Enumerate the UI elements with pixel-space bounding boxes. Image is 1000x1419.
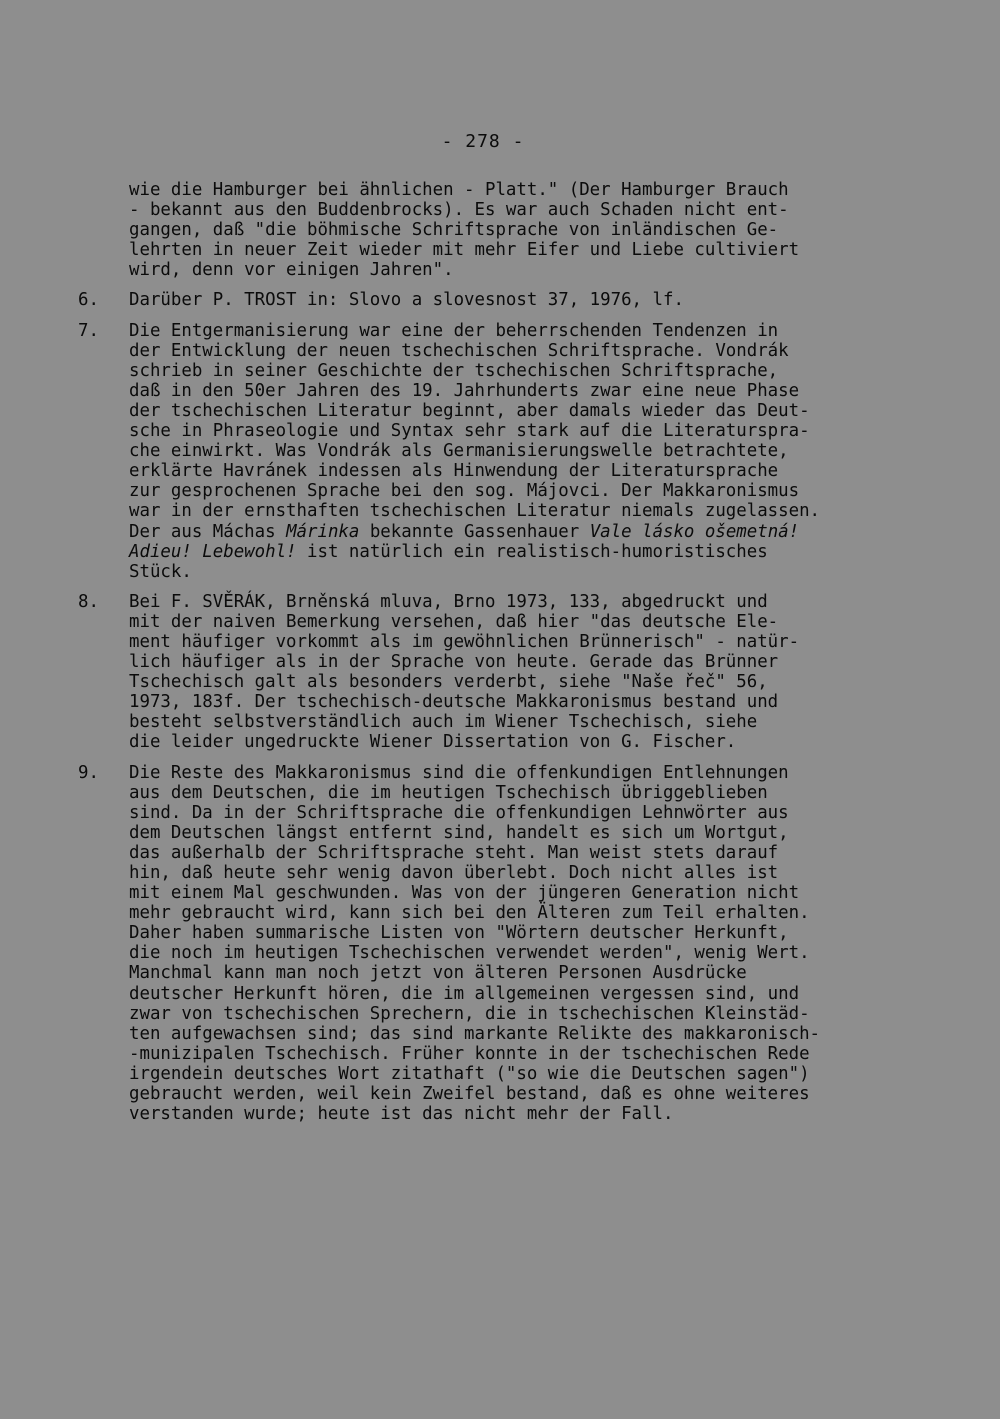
text-line: mehr gebraucht wird, kann sich bei den Älteren zum Teil erhalten. [129, 903, 810, 924]
text-line: aus dem Deutschen, die im heutigen Tschechisch übriggeblieben [129, 782, 768, 803]
text-line: irgendein deutsches Wort zitathaft ("so wie die Deutschen sagen") [129, 1063, 810, 1084]
text-line: besteht selbstverständlich auch im Wiener Tschechisch, siehe [129, 712, 758, 733]
text-line: Die Reste des Makkaronismus sind die offenkundigen Entlehnungen [129, 762, 789, 783]
text-line: che einwirkt. Was Vondrák als Germanisierungswelle betrachtete, [129, 441, 789, 462]
text-line: gangen, daß "die böhmische Schriftsprache von inländischen Ge- [129, 220, 779, 241]
text-segment: bekannte Gassenhauer [359, 521, 590, 542]
text-line [129, 542, 928, 562]
text-line: Bei F. SVĚRÁK, Brněnská mluva, Brno 1973, 133, abgedruckt und [129, 591, 768, 612]
text-line: Tschechisch galt als besonders verderbt, siehe "Naše řeč" 56, [129, 672, 768, 693]
text-line: deutscher Herkunft hören, die im allgemeinen vergessen sind, und [129, 983, 800, 1004]
italic-quote: Vale lásko ošemetná! [589, 521, 800, 542]
text-segment: ist natürlich ein realistisch-humoristisches [296, 541, 768, 562]
text-line: - bekannt aus den Buddenbrocks). Es war auch Schaden nicht ent- [129, 200, 789, 221]
text-line: hin, daß heute sehr wenig davon überlebt. Doch nicht alles ist [129, 863, 779, 883]
text-line: sind. Da in der Schriftsprache die offenkundigen Lehnwörter aus [129, 802, 789, 823]
text-line: daß in den 50er Jahren des 19. Jahrhunderts zwar eine neue Phase [129, 380, 800, 401]
text-line: ment häufiger vorkommt als im gewöhnlichen Brünnerisch" - natür- [129, 631, 800, 652]
text-line: -munizipalen Tschechisch. Früher konnte in der tschechischen Rede [129, 1043, 810, 1064]
note-7 [78, 321, 928, 582]
italic-quote: Adieu! Lebewohl! [129, 541, 297, 562]
note-8 [78, 592, 928, 753]
page-number: - 278 - [441, 131, 525, 152]
text-line: Die Entgermanisierung war eine der beherrschenden Tendenzen in [129, 320, 779, 341]
text-line: die noch im heutigen Tschechischen verwendet werden", wenig Wert. [129, 943, 810, 964]
note-number: 8. [78, 591, 99, 612]
text-line: Stück. [129, 561, 192, 582]
text-line: der Entwicklung der neuen tschechischen Schriftsprache. Vondrák [129, 340, 789, 361]
text-line: erklärte Havránek indessen als Hinwendung der Literatursprache [129, 461, 779, 482]
text-line: schrieb in seiner Geschichte der tschechischen Schriftsprache, [129, 360, 779, 381]
text-line: mit der naiven Bemerkung versehen, daß hier "das deutsche Ele- [129, 611, 779, 632]
text-line: die leider ungedruckte Wiener Dissertation von G. Fischer. [129, 732, 737, 753]
text-line: dem Deutschen längst entfernt sind, handelt es sich um Wortgut, [129, 822, 789, 843]
text-line: ten aufgewachsen sind; das sind markante Relikte des makkaronisch- [129, 1023, 821, 1044]
text-line: mit einem Mal geschwunden. Was von der jüngeren Generation nicht [129, 883, 800, 904]
text-line: Manchmal kann man noch jetzt von älteren Personen Ausdrücke [129, 963, 747, 984]
note-number: 9. [78, 762, 99, 783]
text-line: Daher haben summarische Listen von "Wörtern deutscher Herkunft, [129, 923, 789, 944]
text-line: der tschechischen Literatur beginnt, aber damals wieder das Deut- [129, 400, 810, 421]
text-line: lehrten in neuer Zeit wieder mit mehr Eifer und Liebe cultiviert [129, 240, 800, 261]
note-5-continuation [78, 180, 928, 280]
text-line: das außerhalb der Schriftsprache steht. Man weist stets darauf [129, 842, 779, 863]
text-line: verstanden wurde; heute ist das nicht mehr der Fall. [129, 1104, 674, 1125]
text-line: Darüber P. TROST in: Slovo a slovesnost 37, 1976, lf. [129, 290, 684, 311]
text-line: wird, denn vor einigen Jahren". [129, 260, 454, 281]
text-line: 1973, 183f. Der tschechisch-deutsche Makkaronismus bestand und [129, 692, 779, 713]
note-6 [78, 290, 928, 310]
note-number: 6. [78, 290, 99, 311]
footnotes [78, 180, 928, 1124]
text-segment: Der aus Máchas [129, 521, 287, 542]
text-line: zwar von tschechischen Sprechern, die in tschechischen Kleinstäd- [129, 1003, 810, 1024]
text-line: wie die Hamburger bei ähnlichen - Platt." (Der Hamburger Brauch [129, 180, 789, 200]
text-line: gebraucht werden, weil kein Zweifel bestand, daß es ohne weiteres [129, 1084, 810, 1105]
text-line: war in der ernsthaften tschechischen Literatur niemals zugelassen. [129, 501, 821, 522]
note-9 [78, 763, 928, 1125]
text-line: sche in Phraseologie und Syntax sehr stark auf die Literaturspra- [129, 421, 810, 442]
note-number: 7. [78, 320, 99, 341]
italic-title: Márinka [286, 521, 360, 542]
text-line: lich häufiger als in der Sprache von heute. Gerade das Brünner [129, 652, 779, 673]
text-line [129, 522, 928, 542]
text-line: zur gesprochenen Sprache bei den sog. Májovci. Der Makkaronismus [129, 481, 800, 502]
